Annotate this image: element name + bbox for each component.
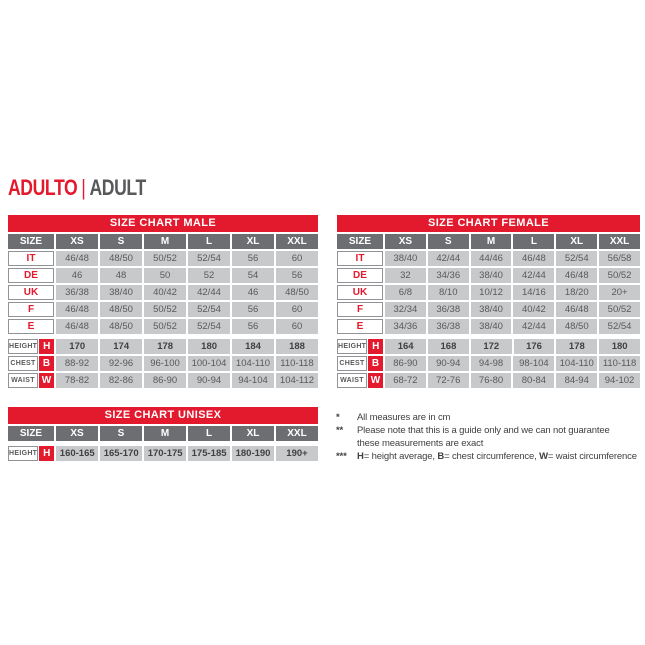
size-value-cell: 46/48: [56, 319, 98, 334]
measure-value-cell: 174: [100, 339, 142, 354]
column-header-l: L: [188, 234, 230, 249]
footnote-text: [357, 450, 642, 463]
table-header-row: [8, 234, 318, 249]
footnote-line: [357, 450, 642, 463]
size-value-cell: 50/52: [144, 319, 186, 334]
size-value-cell: 40/42: [513, 302, 554, 317]
footnote-segment: Please note that this is a guide only and we can not guarantee: [357, 425, 610, 436]
measure-row-height: [8, 339, 318, 354]
region-label: UK: [337, 285, 383, 300]
size-value-cell: 42/44: [428, 251, 469, 266]
size-value-cell: 52/54: [556, 251, 597, 266]
measure-value-cell: 178: [556, 339, 597, 354]
measure-value-cell: 80-84: [513, 373, 554, 388]
size-value-cell: 50/52: [144, 251, 186, 266]
column-header-s: S: [100, 234, 142, 249]
measure-label: CHEST: [8, 356, 38, 371]
size-value-cell: 46/48: [56, 302, 98, 317]
measure-row-height: [337, 339, 640, 354]
footnote-text: [357, 424, 642, 450]
column-header-xl: XL: [232, 234, 274, 249]
measure-block: [337, 339, 640, 388]
size-value-cell: 50/52: [599, 268, 640, 283]
size-column-header: SIZE: [337, 234, 383, 249]
size-value-cell: 38/40: [471, 302, 512, 317]
size-value-cell: 38/40: [385, 251, 426, 266]
measure-value-cell: 175-185: [188, 446, 230, 461]
size-value-cell: 50: [144, 268, 186, 283]
measure-value-cell: 180: [188, 339, 230, 354]
size-value-cell: 10/12: [471, 285, 512, 300]
size-value-cell: 48/50: [100, 302, 142, 317]
size-row-de: [337, 268, 640, 283]
footnote-marker: **: [336, 425, 344, 436]
measure-row-waist: [8, 373, 318, 388]
column-header-xxl: XXL: [276, 234, 318, 249]
measure-value-cell: 94-98: [471, 356, 512, 371]
region-label: DE: [8, 268, 54, 283]
measure-key-badge: W: [368, 373, 383, 388]
region-label: F: [8, 302, 54, 317]
row-label-col: [8, 268, 54, 283]
measure-value-cell: 94-104: [232, 373, 274, 388]
page-title-primary: ADULTO: [8, 175, 78, 200]
size-value-cell: 54: [232, 268, 274, 283]
footnote-segment: B: [437, 451, 445, 462]
row-label-col: [8, 302, 54, 317]
measure-value-cell: 165-170: [100, 446, 142, 461]
row-label-col: [337, 285, 383, 300]
footnote-segment: All measures are in cm: [357, 412, 451, 423]
column-header-xs: XS: [56, 426, 98, 441]
measure-value-cell: 76-80: [471, 373, 512, 388]
footnote-segment: W: [539, 451, 548, 462]
row-label-col: [337, 302, 383, 317]
table-title: SIZE CHART UNISEX: [8, 407, 318, 424]
measure-label: WAIST: [337, 373, 367, 388]
column-header-xl: XL: [232, 426, 274, 441]
size-value-cell: 42/44: [188, 285, 230, 300]
measure-value-cell: 100-104: [188, 356, 230, 371]
footnote-segment: = height average,: [363, 451, 438, 462]
measure-value-cell: 190+: [276, 446, 318, 461]
column-header-s: S: [100, 426, 142, 441]
size-chart-unisex-table: [8, 407, 318, 461]
page-title-separator: |: [81, 175, 86, 200]
size-row-uk: [337, 285, 640, 300]
measure-value-cell: 78-82: [56, 373, 98, 388]
size-value-cell: 46/48: [56, 251, 98, 266]
size-row-uk: [8, 285, 318, 300]
size-value-cell: 44/46: [471, 251, 512, 266]
measure-value-cell: 188: [276, 339, 318, 354]
measure-value-cell: 110-118: [599, 356, 640, 371]
footnote-segment: H: [357, 451, 364, 462]
column-header-m: M: [144, 234, 186, 249]
size-value-cell: 56: [276, 268, 318, 283]
size-row-f: [8, 302, 318, 317]
size-row-de: [8, 268, 318, 283]
size-value-cell: 38/40: [471, 268, 512, 283]
size-value-cell: 46/48: [556, 268, 597, 283]
column-header-s: S: [428, 234, 469, 249]
measure-key-badge: B: [39, 356, 54, 371]
row-label-col: [8, 285, 54, 300]
size-value-cell: 56: [232, 319, 274, 334]
measure-row-height: [8, 446, 318, 461]
footnote: [336, 411, 642, 424]
size-header-col: [8, 234, 54, 249]
size-value-cell: 46: [56, 268, 98, 283]
footnote-marker: *: [336, 412, 340, 423]
footnote-segment: = waist circumference: [547, 451, 637, 462]
size-value-cell: 32: [385, 268, 426, 283]
size-chart-male-table: [8, 215, 318, 388]
measure-row-chest: [8, 356, 318, 371]
region-label: IT: [337, 251, 383, 266]
measure-value-cell: 170: [56, 339, 98, 354]
measure-value-cell: 110-118: [276, 356, 318, 371]
column-header-xxl: XXL: [276, 426, 318, 441]
measure-label-col: [8, 446, 54, 461]
measure-label-col: [8, 356, 54, 371]
table-title: SIZE CHART MALE: [8, 215, 318, 232]
measure-label: WAIST: [8, 373, 38, 388]
measure-value-cell: 164: [385, 339, 426, 354]
size-value-cell: 52/54: [188, 251, 230, 266]
measure-label: HEIGHT: [8, 446, 38, 461]
size-value-cell: 36/38: [428, 302, 469, 317]
size-value-cell: 56: [232, 251, 274, 266]
size-value-cell: 50/52: [144, 302, 186, 317]
size-value-cell: 34/36: [428, 268, 469, 283]
measure-key-badge: H: [39, 339, 54, 354]
measure-value-cell: 98-104: [513, 356, 554, 371]
measure-key-badge: W: [39, 373, 54, 388]
size-column-header: SIZE: [8, 234, 54, 249]
size-value-cell: 42/44: [513, 268, 554, 283]
size-value-cell: 20+: [599, 285, 640, 300]
region-label: DE: [337, 268, 383, 283]
size-row-e: [8, 319, 318, 334]
size-value-cell: 34/36: [385, 319, 426, 334]
table-title: SIZE CHART FEMALE: [337, 215, 640, 232]
measure-value-cell: 84-94: [556, 373, 597, 388]
footnote-segment: these measurements are exact: [357, 438, 484, 449]
footnotes: [336, 411, 642, 463]
size-value-cell: 46/48: [513, 251, 554, 266]
measure-value-cell: 72-76: [428, 373, 469, 388]
measure-value-cell: 86-90: [144, 373, 186, 388]
measure-label: CHEST: [337, 356, 367, 371]
size-value-cell: 48/50: [100, 319, 142, 334]
size-value-cell: 14/16: [513, 285, 554, 300]
measure-key-badge: H: [368, 339, 383, 354]
size-value-cell: 50/52: [599, 302, 640, 317]
row-label-col: [337, 268, 383, 283]
size-value-cell: 36/38: [428, 319, 469, 334]
measure-value-cell: 172: [471, 339, 512, 354]
measure-value-cell: 184: [232, 339, 274, 354]
size-value-cell: 8/10: [428, 285, 469, 300]
measure-value-cell: 94-102: [599, 373, 640, 388]
size-value-cell: 56: [232, 302, 274, 317]
region-label: E: [337, 319, 383, 334]
region-label: F: [337, 302, 383, 317]
row-label-col: [337, 251, 383, 266]
size-row-e: [337, 319, 640, 334]
column-header-xs: XS: [385, 234, 426, 249]
page-title: [8, 175, 146, 201]
measure-value-cell: 88-92: [56, 356, 98, 371]
footnote-text: [357, 411, 642, 424]
size-value-cell: 52: [188, 268, 230, 283]
size-value-cell: 38/40: [471, 319, 512, 334]
measure-label-col: [337, 356, 383, 371]
column-header-l: L: [188, 426, 230, 441]
measure-value-cell: 92-96: [100, 356, 142, 371]
measure-row-chest: [337, 356, 640, 371]
measure-value-cell: 104-112: [276, 373, 318, 388]
size-value-cell: 36/38: [56, 285, 98, 300]
footnote-segment: = chest circumference,: [444, 451, 540, 462]
size-value-cell: 18/20: [556, 285, 597, 300]
size-value-cell: 32/34: [385, 302, 426, 317]
size-value-cell: 38/40: [100, 285, 142, 300]
size-column-header: SIZE: [8, 426, 54, 441]
measure-value-cell: 90-94: [428, 356, 469, 371]
page-title-secondary: ADULT: [89, 175, 146, 200]
footnote-marker: ***: [336, 451, 347, 462]
measure-value-cell: 96-100: [144, 356, 186, 371]
region-label: IT: [8, 251, 54, 266]
size-value-cell: 48/50: [100, 251, 142, 266]
size-value-cell: 52/54: [188, 302, 230, 317]
measure-block: [8, 339, 318, 388]
table-header-row: [8, 426, 318, 441]
size-value-cell: 52/54: [188, 319, 230, 334]
measure-value-cell: 104-110: [556, 356, 597, 371]
measure-value-cell: 180-190: [232, 446, 274, 461]
measure-value-cell: 170-175: [144, 446, 186, 461]
size-header-col: [8, 426, 54, 441]
column-header-xs: XS: [56, 234, 98, 249]
size-value-cell: 48: [100, 268, 142, 283]
size-row-it: [337, 251, 640, 266]
size-value-cell: 52/54: [599, 319, 640, 334]
measure-value-cell: 180: [599, 339, 640, 354]
measure-value-cell: 178: [144, 339, 186, 354]
size-value-cell: 46/48: [556, 302, 597, 317]
measure-key-badge: H: [39, 446, 54, 461]
measure-value-cell: 104-110: [232, 356, 274, 371]
column-header-m: M: [144, 426, 186, 441]
footnote: [336, 424, 642, 450]
size-value-cell: 60: [276, 251, 318, 266]
measure-value-cell: 176: [514, 339, 555, 354]
size-value-cell: 46: [232, 285, 274, 300]
row-label-col: [337, 319, 383, 334]
measure-value-cell: 168: [428, 339, 469, 354]
measure-label-col: [8, 373, 54, 388]
measure-key-badge: B: [368, 356, 383, 371]
footnote: [336, 450, 642, 463]
size-value-cell: 42/44: [513, 319, 554, 334]
row-label-col: [8, 319, 54, 334]
measure-value-cell: 82-86: [100, 373, 142, 388]
size-header-col: [337, 234, 383, 249]
table-header-row: [337, 234, 640, 249]
footnote-line: [357, 411, 642, 424]
size-value-cell: 6/8: [385, 285, 426, 300]
column-header-xxl: XXL: [599, 234, 640, 249]
measure-label-col: [8, 339, 54, 354]
measure-value-cell: 160-165: [56, 446, 98, 461]
measure-row-waist: [337, 373, 640, 388]
size-row-it: [8, 251, 318, 266]
size-value-cell: 48/50: [556, 319, 597, 334]
footnote-line: [357, 437, 642, 450]
footnote-line: [357, 424, 642, 437]
size-value-cell: 48/50: [276, 285, 318, 300]
measure-label: HEIGHT: [337, 339, 367, 354]
region-label: UK: [8, 285, 54, 300]
size-value-cell: 56/58: [599, 251, 640, 266]
size-value-cell: 60: [276, 319, 318, 334]
column-header-xl: XL: [556, 234, 597, 249]
column-header-m: M: [471, 234, 512, 249]
size-chart-female-table: [337, 215, 640, 388]
measure-label: HEIGHT: [8, 339, 38, 354]
measure-block: [8, 446, 318, 461]
row-label-col: [8, 251, 54, 266]
size-row-f: [337, 302, 640, 317]
measure-value-cell: 68-72: [385, 373, 426, 388]
measure-value-cell: 86-90: [385, 356, 426, 371]
size-value-cell: 60: [276, 302, 318, 317]
measure-value-cell: 90-94: [188, 373, 230, 388]
measure-label-col: [337, 373, 383, 388]
measure-label-col: [337, 339, 383, 354]
region-label: E: [8, 319, 54, 334]
column-header-l: L: [513, 234, 554, 249]
size-value-cell: 40/42: [144, 285, 186, 300]
